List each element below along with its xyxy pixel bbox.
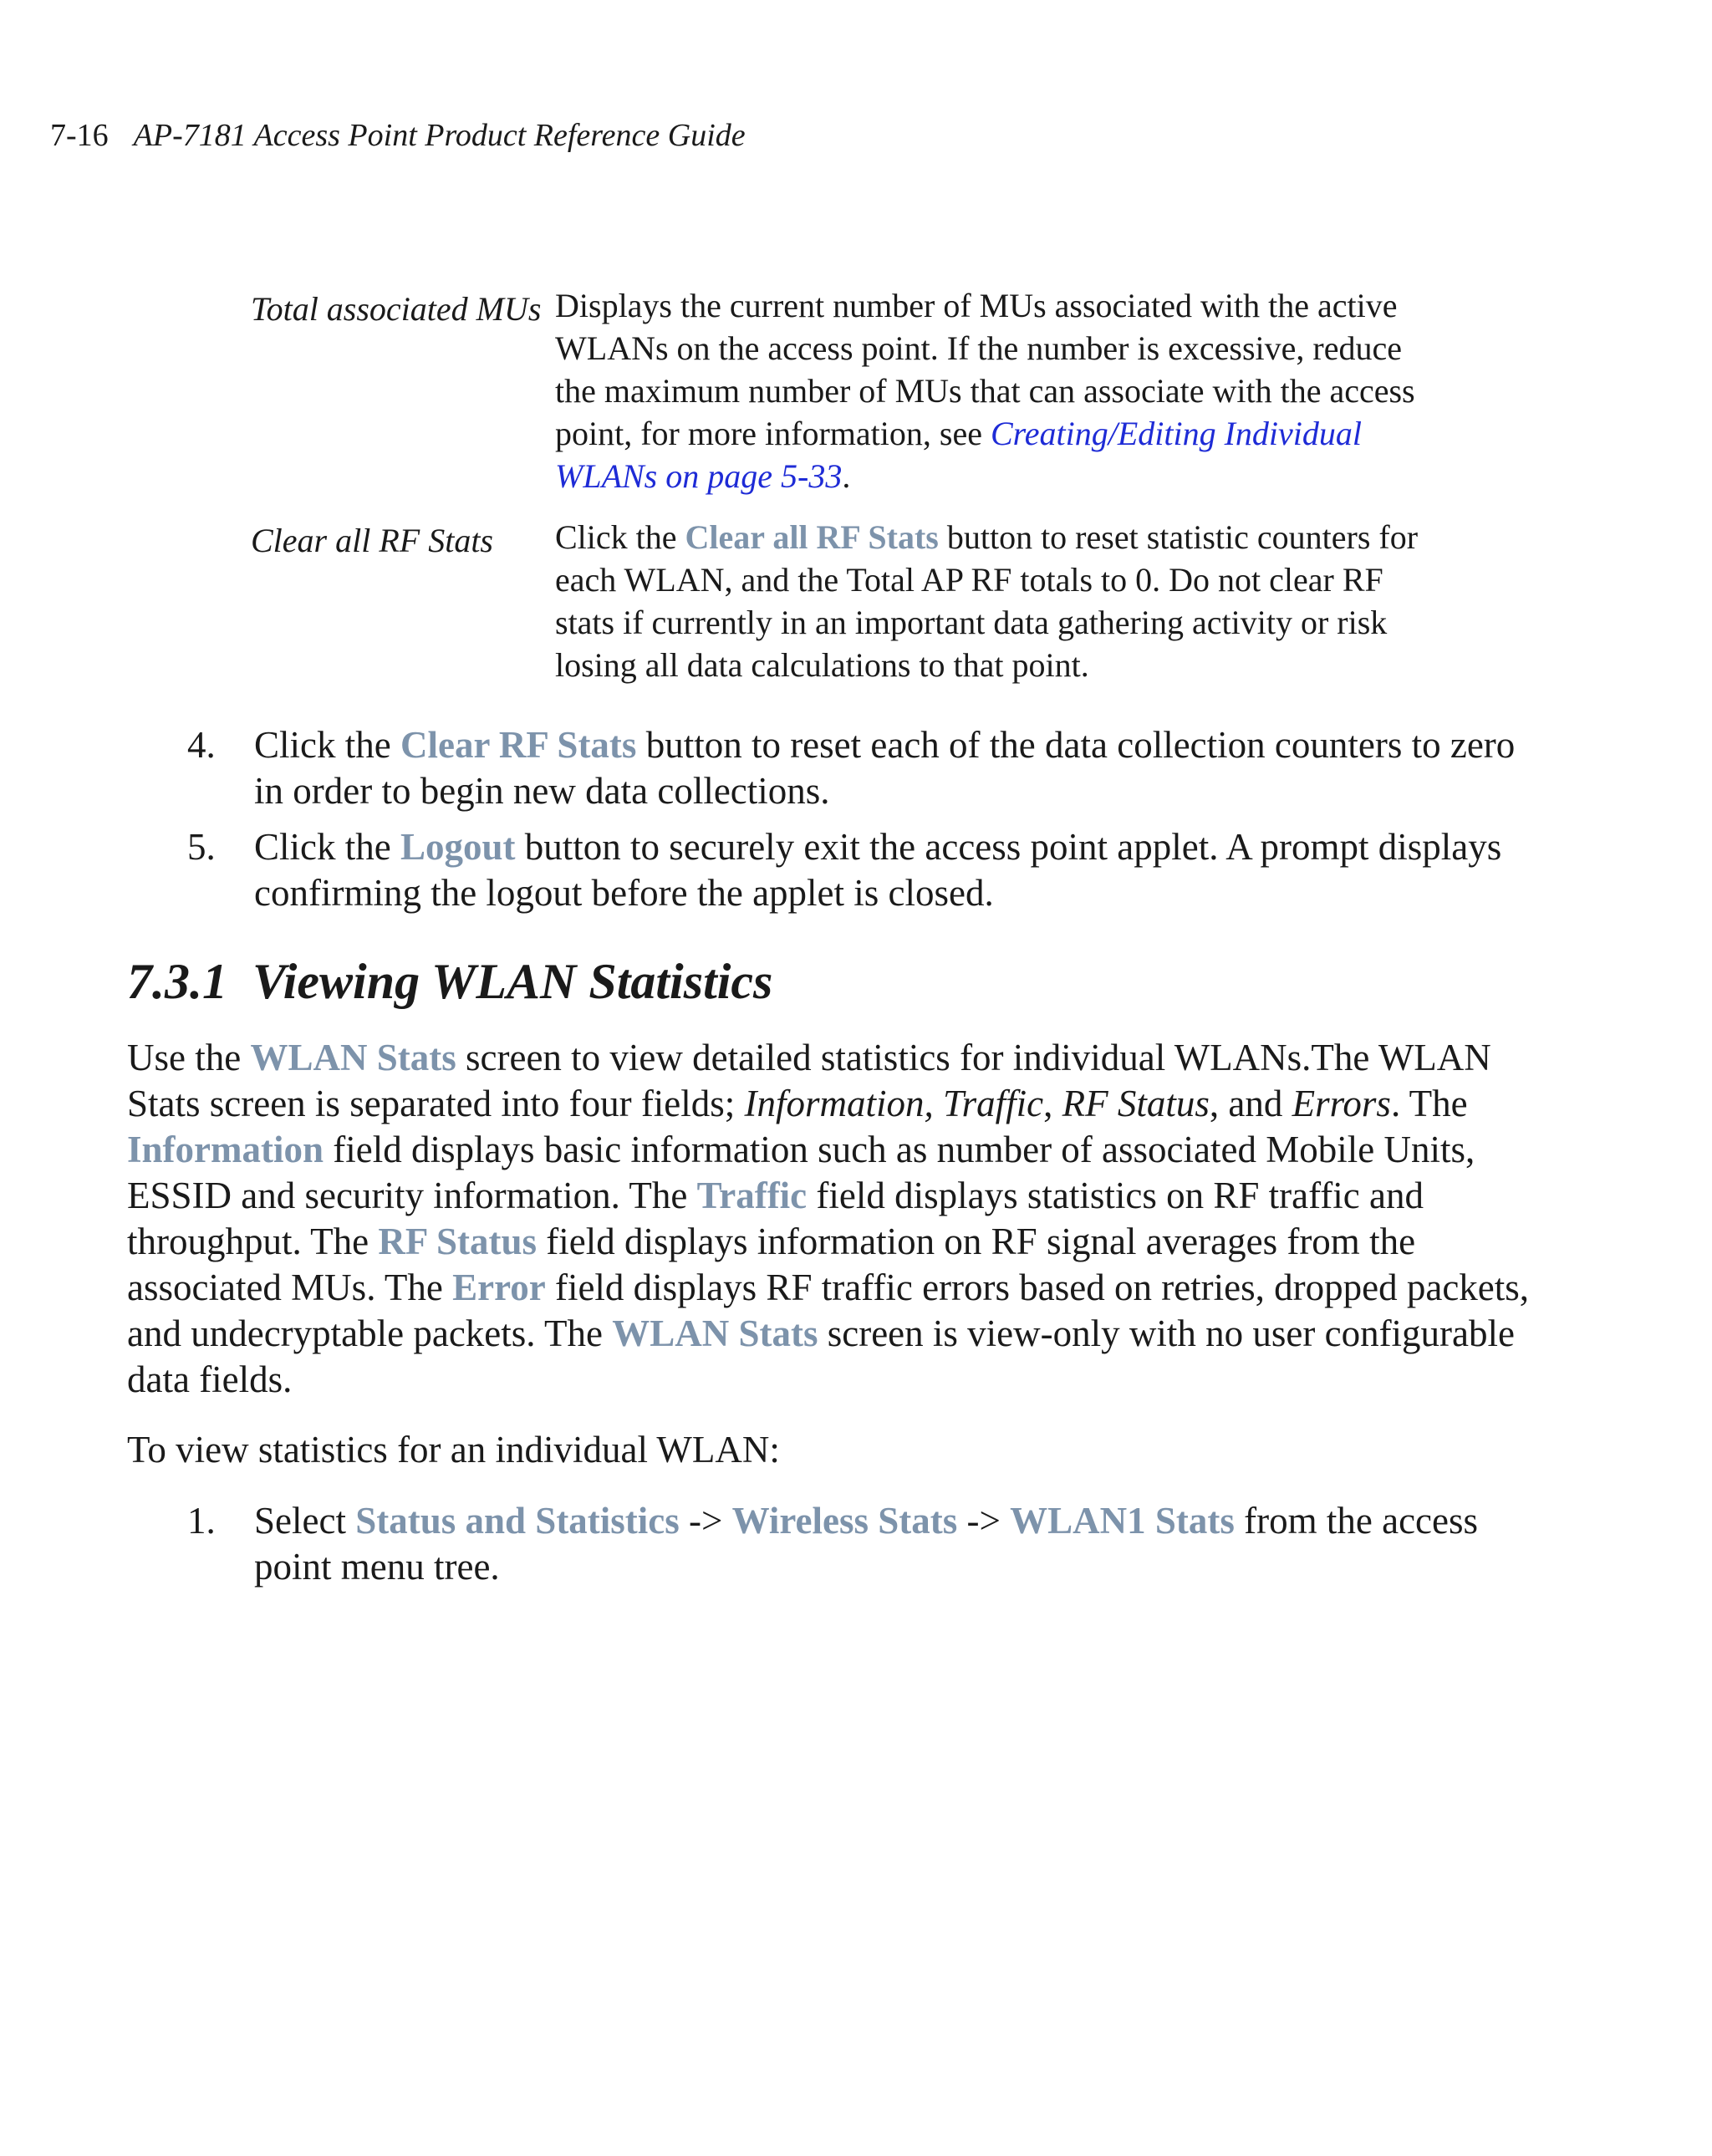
- description-text: Displays the current number of MUs associated with the active WLANs on the access point. If the number is excessive, reduce the maximum number of MUs that can associate with the access point, for more information, see: [555, 287, 1415, 452]
- section-title: Viewing WLAN Statistics: [252, 954, 773, 1009]
- description-text: Click the: [555, 518, 685, 556]
- definition-table: [251, 284, 1438, 705]
- section-heading: [127, 953, 772, 1011]
- text-run: , and: [1209, 1083, 1292, 1124]
- step-item: [187, 1498, 1525, 1590]
- ui-label-wireless-stats: Wireless Stats: [731, 1500, 958, 1542]
- ui-label-clear-rf-stats: Clear RF Stats: [400, 724, 637, 766]
- page-header: [50, 117, 746, 154]
- step-number: 4.: [187, 724, 216, 766]
- definition-term: Clear all RF Stats: [251, 522, 493, 559]
- procedure-steps: [187, 722, 1525, 926]
- intro-paragraph: [127, 1035, 1531, 1403]
- step-text-part: Click the: [254, 724, 400, 766]
- text-run: field displays basic information such as number of associated Mobile Units, ESSID and security information. The: [127, 1129, 1475, 1216]
- step-text-part: from the access point menu tree.: [254, 1500, 1479, 1588]
- text-run: field displays RF traffic errors based on retries, dropped packets, and undecryptable packets. The: [127, 1267, 1530, 1354]
- step-number: 5.: [187, 826, 216, 868]
- page-number: 7-16: [50, 118, 109, 153]
- ui-label-wlan-stats: WLAN Stats: [250, 1037, 456, 1078]
- step-item: [187, 824, 1525, 916]
- step-text-part: Select: [254, 1500, 356, 1542]
- procedure-steps: [187, 1498, 1525, 1600]
- step-item: [187, 722, 1525, 814]
- text-run: field displays information on RF signal averages from the associated MUs. The: [127, 1221, 1416, 1308]
- ui-label-status-and-statistics: Status and Statistics: [355, 1500, 680, 1542]
- document-title: AP-7181 Access Point Product Reference Guide: [133, 118, 746, 153]
- step-text-part: button to securely exit the access point applet. A prompt displays confirming the logout before the applet is closed.: [254, 826, 1502, 914]
- menu-path-separator: ->: [679, 1500, 732, 1542]
- step-text: [254, 1498, 1525, 1590]
- procedure-lead: To view statistics for an individual WLAN:: [127, 1429, 780, 1470]
- definition-term: Total associated MUs: [251, 290, 542, 328]
- definition-row-clear-all-rf-stats: [251, 516, 1438, 686]
- definition-row-total-associated-mus: [251, 284, 1438, 497]
- text-run: screen to view detailed statistics for individual WLANs.The WLAN Stats screen is separated into four fields;: [127, 1037, 1491, 1124]
- description-end: .: [842, 457, 851, 495]
- cross-reference-link[interactable]: Creating/Editing Individual WLANs on page 5-33: [555, 415, 1363, 495]
- ui-label-wlan-stats: WLAN Stats: [612, 1312, 818, 1354]
- emphasis-text: RF Status: [1062, 1083, 1210, 1124]
- step-number: 1.: [187, 1500, 216, 1542]
- description-text: button to reset statistic counters for each WLAN, and the Total AP RF totals to 0. Do not clear RF stats if currently in an important data gathering activity or risk losing all data calculations to that point.: [555, 518, 1419, 684]
- ui-label-clear-all-rf-stats: Clear all RF Stats: [685, 518, 939, 556]
- ui-label-wlan1-stats: WLAN1 Stats: [1010, 1500, 1235, 1542]
- ui-label-rf-status: RF Status: [378, 1221, 537, 1262]
- definition-description: [555, 516, 1438, 686]
- section-number: 7.3.1: [127, 954, 227, 1009]
- emphasis-text: Errors: [1292, 1083, 1391, 1124]
- text-run: . The: [1390, 1083, 1468, 1124]
- definition-description: [555, 284, 1438, 497]
- text-run: screen is view-only with no user configurable data fields.: [127, 1312, 1515, 1400]
- ui-label-logout: Logout: [400, 826, 516, 868]
- step-text: [254, 722, 1525, 814]
- ui-label-traffic: Traffic: [696, 1175, 808, 1216]
- step-text: [254, 824, 1525, 916]
- menu-path-separator: ->: [957, 1500, 1011, 1542]
- emphasis-text: Information, Traffic: [744, 1083, 1044, 1124]
- step-text-part: Click the: [254, 826, 400, 868]
- step-text-part: button to reset each of the data collection counters to zero in order to begin new data collections.: [254, 724, 1516, 812]
- text-run: field displays statistics on RF traffic and throughput. The: [127, 1175, 1424, 1262]
- text-run: Use the: [127, 1037, 251, 1078]
- ui-label-information: Information: [127, 1129, 324, 1170]
- ui-label-error: Error: [452, 1267, 546, 1308]
- text-run: ,: [1043, 1083, 1062, 1124]
